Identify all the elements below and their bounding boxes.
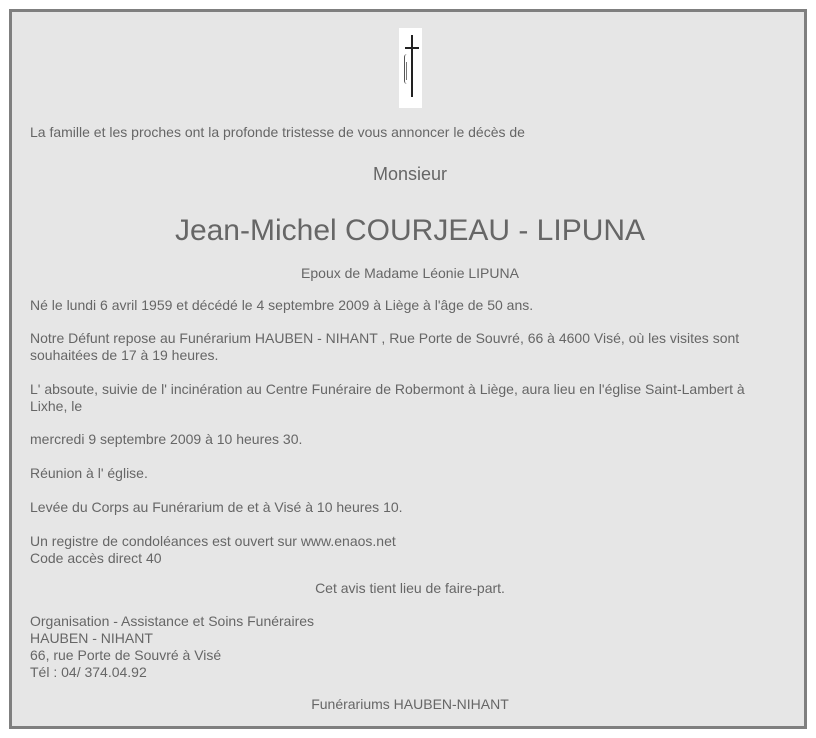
repose-line-2: souhaitées de 17 à 19 heures. bbox=[30, 347, 219, 363]
org-line-1: Organisation - Assistance et Soins Funéraires bbox=[30, 613, 315, 629]
absoute-line-1: L' absoute, suivie de l' incinération au Centre Funéraire de Robermont à Liège, aura lieu en l'église Saint-Lambert à bbox=[30, 381, 745, 397]
notice-text: Cet avis tient lieu de faire-part. bbox=[315, 580, 505, 596]
reunion-text: Réunion à l' église. bbox=[30, 465, 148, 481]
ceremony-date: mercredi 9 septembre 2009 à 10 heures 30. bbox=[30, 431, 303, 447]
cross-icon bbox=[399, 28, 422, 108]
birth-death-text: Né le lundi 6 avril 1959 et décédé le 4 septembre 2009 à Liège à l'âge de 50 ans. bbox=[30, 297, 534, 313]
absoute-line-2: Lixhe, le bbox=[30, 398, 83, 414]
deceased-name: Jean-Michel COURJEAU - LIPUNA bbox=[174, 214, 646, 247]
intro-text: La famille et les proches ont la profonde tristesse de vous annoncer le décès de bbox=[30, 124, 525, 140]
repose-line-1: Notre Défunt repose au Funérarium HAUBEN - NIHANT , Rue Porte de Souvré, 66 à 4600 Visé, où les visites sont bbox=[30, 330, 740, 346]
death-notice-frame bbox=[9, 9, 807, 729]
org-line-4: Tél : 04/ 374.04.92 bbox=[30, 664, 147, 680]
notice-content bbox=[30, 12, 790, 726]
footer-text: Funérariums HAUBEN-NIHANT bbox=[311, 696, 509, 712]
org-line-3: 66, rue Porte de Souvré à Visé bbox=[30, 647, 222, 663]
org-line-2: HAUBEN - NIHANT bbox=[30, 630, 153, 646]
registry-line-2: Code accès direct 40 bbox=[30, 550, 162, 566]
levee-text: Levée du Corps au Funérarium de et à Visé à 10 heures 10. bbox=[30, 499, 403, 515]
registry-line-1: Un registre de condoléances est ouvert sur www.enaos.net bbox=[30, 533, 396, 549]
civility: Monsieur bbox=[372, 164, 448, 184]
spouse-text: Epoux de Madame Léonie LIPUNA bbox=[301, 265, 519, 281]
